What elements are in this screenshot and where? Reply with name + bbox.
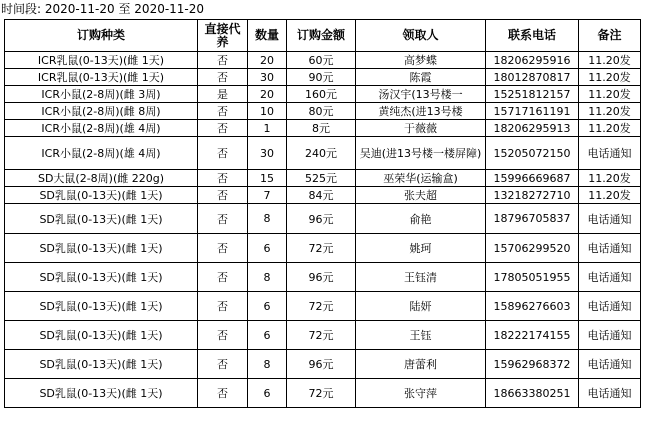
cell-amount: 96元 — [287, 204, 356, 234]
cell-qty: 30 — [248, 137, 287, 170]
cell-qty: 8 — [248, 350, 287, 379]
cell-amount: 90元 — [287, 69, 356, 86]
cell-type: ICR乳鼠(0-13天)(雌 1天) — [5, 52, 198, 69]
header-cell-receiver: 领取人 — [356, 20, 486, 52]
cell-receiver: 黄纯杰(进13号楼 — [356, 103, 486, 120]
cell-note: 11.20发 — [579, 69, 641, 86]
cell-type: ICR乳鼠(0-13天)(雌 1天) — [5, 69, 198, 86]
cell-amount: 80元 — [287, 103, 356, 120]
cell-phone: 15251812157 — [486, 86, 579, 103]
period-from: 2020-11-20 — [44, 2, 115, 16]
cell-type: SD乳鼠(0-13天)(雌 1天) — [5, 204, 198, 234]
header-cell-direct: 直接代养 — [198, 20, 248, 52]
table-row — [5, 321, 641, 350]
cell-note: 电话通知 — [579, 234, 641, 263]
cell-qty: 7 — [248, 187, 287, 204]
cell-type: ICR小鼠(2-8周)(雄 4周) — [5, 120, 198, 137]
cell-receiver: 陈霞 — [356, 69, 486, 86]
header-row — [5, 20, 641, 52]
table-row — [5, 263, 641, 292]
cell-note: 11.20发 — [579, 86, 641, 103]
period-to: 2020-11-20 — [134, 2, 205, 16]
table-row — [5, 69, 641, 86]
cell-note: 11.20发 — [579, 187, 641, 204]
cell-direct: 否 — [198, 234, 248, 263]
cell-type: SD乳鼠(0-13天)(雌 1天) — [5, 350, 198, 379]
cell-phone: 15896276603 — [486, 292, 579, 321]
cell-phone: 15717161191 — [486, 103, 579, 120]
table-row — [5, 187, 641, 204]
cell-direct: 是 — [198, 86, 248, 103]
cell-type: SD乳鼠(0-13天)(雌 1天) — [5, 234, 198, 263]
cell-receiver: 姚珂 — [356, 234, 486, 263]
cell-phone: 18012870817 — [486, 69, 579, 86]
cell-type: SD乳鼠(0-13天)(雌 1天) — [5, 187, 198, 204]
cell-note: 电话通知 — [579, 321, 641, 350]
cell-direct: 否 — [198, 137, 248, 170]
cell-phone: 18663380251 — [486, 379, 579, 408]
cell-amount: 72元 — [287, 321, 356, 350]
cell-type: SD乳鼠(0-13天)(雌 1天) — [5, 292, 198, 321]
cell-amount: 96元 — [287, 263, 356, 292]
table-row — [5, 204, 641, 234]
cell-receiver: 王钰 — [356, 321, 486, 350]
date-range — [0, 0, 204, 18]
cell-note: 11.20发 — [579, 120, 641, 137]
cell-amount: 96元 — [287, 350, 356, 379]
table-row — [5, 52, 641, 69]
table-row — [5, 350, 641, 379]
cell-direct: 否 — [198, 263, 248, 292]
cell-type: ICR小鼠(2-8周)(雄 4周) — [5, 137, 198, 170]
cell-amount: 72元 — [287, 292, 356, 321]
cell-amount: 84元 — [287, 187, 356, 204]
cell-direct: 否 — [198, 103, 248, 120]
cell-direct: 否 — [198, 321, 248, 350]
cell-direct: 否 — [198, 292, 248, 321]
cell-phone: 15205072150 — [486, 137, 579, 170]
cell-receiver: 巫荣华(运输盒) — [356, 170, 486, 187]
cell-qty: 15 — [248, 170, 287, 187]
cell-amount: 8元 — [287, 120, 356, 137]
cell-receiver: 俞艳 — [356, 204, 486, 234]
table-row — [5, 292, 641, 321]
cell-receiver: 吴迪(进13号楼一楼屏障) — [356, 137, 486, 170]
cell-note: 电话通知 — [579, 292, 641, 321]
cell-phone: 18206295913 — [486, 120, 579, 137]
cell-amount: 72元 — [287, 379, 356, 408]
cell-qty: 6 — [248, 292, 287, 321]
cell-receiver: 汤汉宇(13号楼一 — [356, 86, 486, 103]
cell-phone: 15706299520 — [486, 234, 579, 263]
cell-direct: 否 — [198, 350, 248, 379]
cell-direct: 否 — [198, 187, 248, 204]
header-cell-qty: 数量 — [248, 20, 287, 52]
cell-direct: 否 — [198, 120, 248, 137]
cell-qty: 6 — [248, 321, 287, 350]
cell-qty: 20 — [248, 86, 287, 103]
table-row — [5, 234, 641, 263]
cell-note: 11.20发 — [579, 103, 641, 120]
cell-phone: 18796705837 — [486, 204, 579, 234]
cell-receiver: 张夫超 — [356, 187, 486, 204]
table-row — [5, 379, 641, 408]
header-cell-note: 备注 — [579, 20, 641, 52]
cell-note: 电话通知 — [579, 137, 641, 170]
cell-qty: 1 — [248, 120, 287, 137]
cell-phone: 18222174155 — [486, 321, 579, 350]
header-cell-phone: 联系电话 — [486, 20, 579, 52]
cell-type: SD乳鼠(0-13天)(雌 1天) — [5, 379, 198, 408]
table-row — [5, 103, 641, 120]
cell-amount: 60元 — [287, 52, 356, 69]
cell-type: SD大鼠(2-8周)(雌 220g) — [5, 170, 198, 187]
cell-receiver: 陆妍 — [356, 292, 486, 321]
cell-note: 电话通知 — [579, 350, 641, 379]
cell-phone: 15962968372 — [486, 350, 579, 379]
header-cell-type: 订购种类 — [5, 20, 198, 52]
cell-direct: 否 — [198, 170, 248, 187]
period-label: 时间段: — [1, 2, 42, 16]
orders-table — [4, 19, 641, 408]
table-row — [5, 137, 641, 170]
cell-amount: 160元 — [287, 86, 356, 103]
cell-phone: 13218272710 — [486, 187, 579, 204]
table-row — [5, 86, 641, 103]
cell-amount: 525元 — [287, 170, 356, 187]
cell-receiver: 唐蕾利 — [356, 350, 486, 379]
cell-receiver: 王钰清 — [356, 263, 486, 292]
cell-phone: 18206295916 — [486, 52, 579, 69]
table-row — [5, 120, 641, 137]
cell-type: ICR小鼠(2-8周)(雌 8周) — [5, 103, 198, 120]
cell-note: 电话通知 — [579, 204, 641, 234]
cell-qty: 8 — [248, 263, 287, 292]
cell-direct: 否 — [198, 204, 248, 234]
cell-receiver: 高梦蝶 — [356, 52, 486, 69]
cell-type: SD乳鼠(0-13天)(雌 1天) — [5, 321, 198, 350]
cell-type: SD乳鼠(0-13天)(雌 1天) — [5, 263, 198, 292]
cell-note: 电话通知 — [579, 379, 641, 408]
cell-direct: 否 — [198, 379, 248, 408]
cell-qty: 6 — [248, 234, 287, 263]
cell-type: ICR小鼠(2-8周)(雌 3周) — [5, 86, 198, 103]
cell-receiver: 张守萍 — [356, 379, 486, 408]
cell-qty: 30 — [248, 69, 287, 86]
cell-receiver: 于薇薇 — [356, 120, 486, 137]
table-row — [5, 170, 641, 187]
cell-qty: 10 — [248, 103, 287, 120]
cell-note: 11.20发 — [579, 52, 641, 69]
cell-qty: 20 — [248, 52, 287, 69]
cell-direct: 否 — [198, 69, 248, 86]
cell-note: 11.20发 — [579, 170, 641, 187]
cell-phone: 15996669687 — [486, 170, 579, 187]
cell-phone: 17805051955 — [486, 263, 579, 292]
cell-qty: 8 — [248, 204, 287, 234]
cell-amount: 240元 — [287, 137, 356, 170]
cell-note: 电话通知 — [579, 263, 641, 292]
cell-direct: 否 — [198, 52, 248, 69]
cell-qty: 6 — [248, 379, 287, 408]
period-sep: 至 — [118, 2, 131, 16]
header-cell-amount: 订购金额 — [287, 20, 356, 52]
cell-amount: 72元 — [287, 234, 356, 263]
